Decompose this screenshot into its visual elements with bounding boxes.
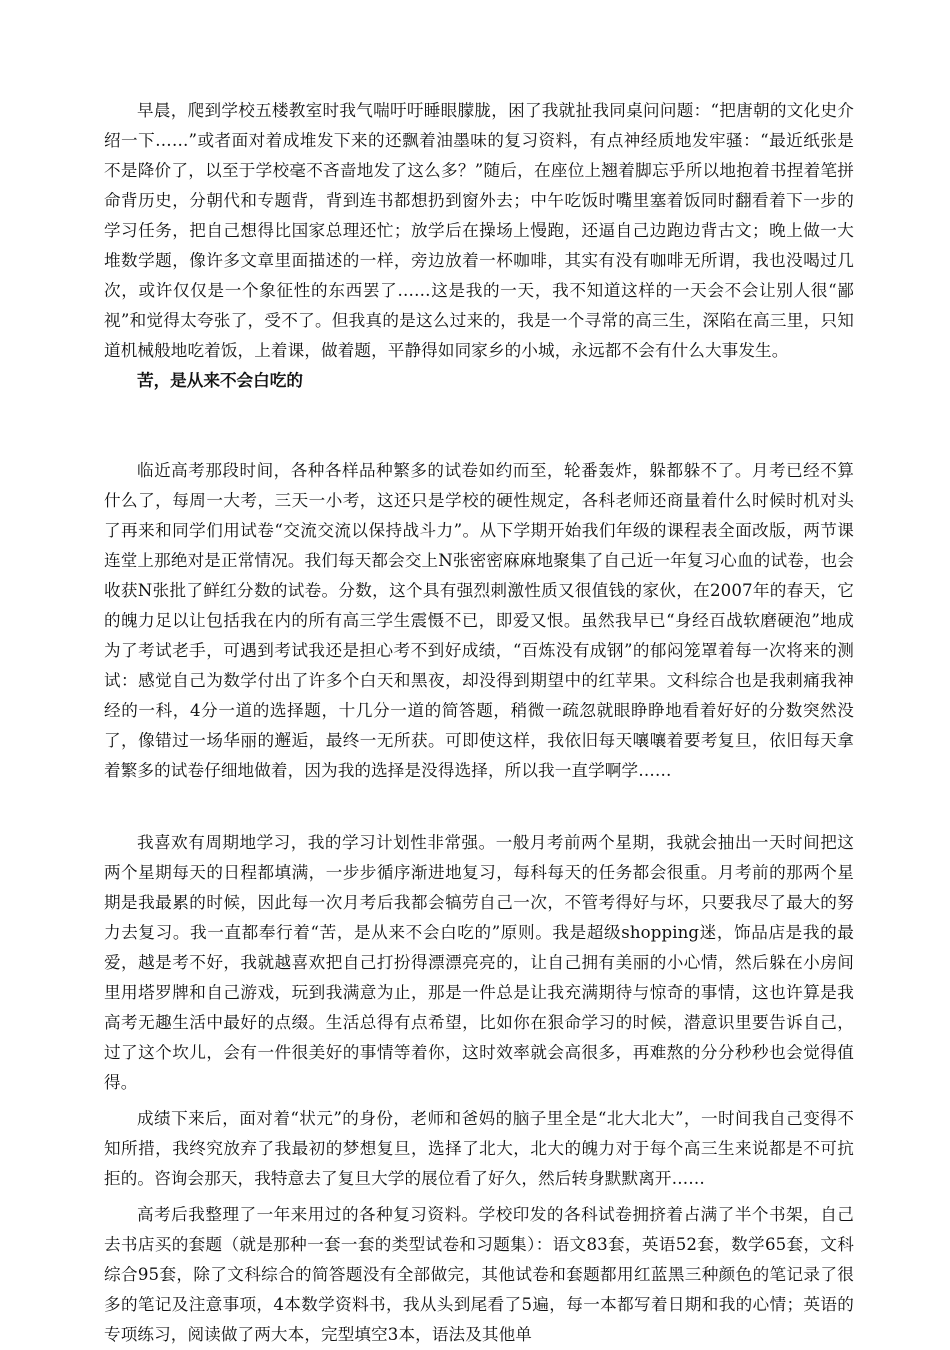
spacer [104, 396, 854, 456]
document-page [104, 96, 854, 1350]
paragraph-study-plan: 我喜欢有周期地学习，我的学习计划性非常强。一般月考前两个星期，我就会抽出一天时间把这两个星期每天的日程都填满，一步步循序渐进地复习，每科每天的任务都会很重。月考前的那两个星期是我最累的时候，因此每一次月考后我都会犒劳自己一次，不管考得好与坏，只要我尽了最大的努力去复习。我一直都奉行着“苦，是从来不会白吃的”原则。我是超级shopping迷，饰品店是我的最爱，越是考不好，我就越喜欢把自己打扮得漂漂亮亮的，让自己拥有美丽的小心情，然后躲在小房间里用塔罗牌和自己游戏，玩到我满意为止，那是一件总是让我充满期待与惊奇的事情，这也许算是我高考无趣生活中最好的点缀。生活总得有点希望，比如你在狠命学习的时候，潜意识里要告诉自己，过了这个坎儿，会有一件很美好的事情等着你，这时效率就会高很多，再难熬的分分秒秒也会觉得值得。 [104, 833, 854, 1092]
section-heading: 苦，是从来不会白吃的 [137, 371, 303, 390]
paragraph-exam-period: 临近高考那段时间，各种各样品种繁多的试卷如约而至，轮番轰炸，躲都躲不了。月考已经不算什么了，每周一大考，三天一小考，这还只是学校的硬性规定，各科老师还商量着什么时候时机对头了再来和同学们用试卷“交流交流以保持战斗力”。从下学期开始我们年级的课程表全面改版，两节课连堂上那绝对是正常情况。我们每天都会交上N张密密麻麻地聚集了自己近一年复习心血的试卷，也会收获N张批了鲜红分数的试卷。分数，这个具有强烈刺激性质又很值钱的家伙，在2007年的春天，它的魄力足以让包括我在内的所有高三学生震慑不已，即爱又恨。虽然我早已“身经百战软磨硬泡”地成为了考试老手，可遇到考试我还是担心考不到好成绩，“百炼没有成钢”的郁闷笼罩着每一次将来的测试：感觉自己为数学付出了许多个白天和黑夜，却没得到期望中的红苹果。文科综合也是我刺痛我神经的一科，4分一道的选择题，十几分一道的简答题，稍微一疏忽就眼睁睁地看着好好的分数突然没了，像错过一场华丽的邂逅，最终一无所获。可即使这样，我依旧每天嚷嚷着要考复旦，依旧每天拿着繁多的试卷仔细地做着，因为我的选择是没得选择，所以我一直学啊学…… [104, 461, 854, 780]
paragraph-morning-routine: 早晨，爬到学校五楼教室时我气喘吁吁睡眼朦胧，困了我就扯我同桌问问题：“把唐朝的文化史介绍一下……”或者面对着成堆发下来的还飘着油墨味的复习资料，有点神经质地发牢骚：“最近纸张是不是降价了，以至于学校毫不吝啬地发了这么多？”随后，在座位上翘着脚忘乎所以地抱着书捏着笔拼命背历史，分朝代和专题背，背到连书都想扔到窗外去；中午吃饭时嘴里塞着饭同时翻看着下一步的学习任务，把自己想得比国家总理还忙；放学后在操场上慢跑，还逼自己边跑边背古文；晚上做一大堆数学题，像许多文章里面描述的一样，旁边放着一杯咖啡，其实有没有咖啡无所谓，我也没喝过几次，或许仅仅是一个象征性的东西罢了……这是我的一天，我不知道这样的一天会不会让别人很“鄙视”和觉得太夸张了，受不了。但我真的是这么过来的，我是一个寻常的高三生，深陷在高三里，只知道机械般地吃着饭，上着课，做着题，平静得如同家乡的小城，永远都不会有什么大事发生。 [104, 101, 854, 360]
paragraph-review-materials: 高考后我整理了一年来用过的各种复习资料。学校印发的各科试卷拥挤着占满了半个书架，自己去书店买的套题（就是那种一套一套的类型试卷和习题集）：语文83套，英语52套，数学65套，文科综合95套，除了文科综合的简答题没有全部做完，其他试卷和套题都用红蓝黑三种颜色的笔记录了很多的笔记及注意事项，4本数学资料书，我从头到尾看了5遍，每一本都写着日期和我的心情；英语的专项练习，阅读做了两大本，完型填空3本，语法及其他单 [104, 1205, 854, 1344]
spacer [104, 786, 854, 828]
paragraph-results: 成绩下来后，面对着“状元”的身份，老师和爸妈的脑子里全是“北大北大”，一时间我自己变得不知所措，我终究放弃了我最初的梦想复旦，选择了北大，北大的魄力对于每个高三生来说都是不可抗拒的。咨询会那天，我特意去了复旦大学的展位看了好久，然后转身默默离开…… [104, 1109, 854, 1188]
